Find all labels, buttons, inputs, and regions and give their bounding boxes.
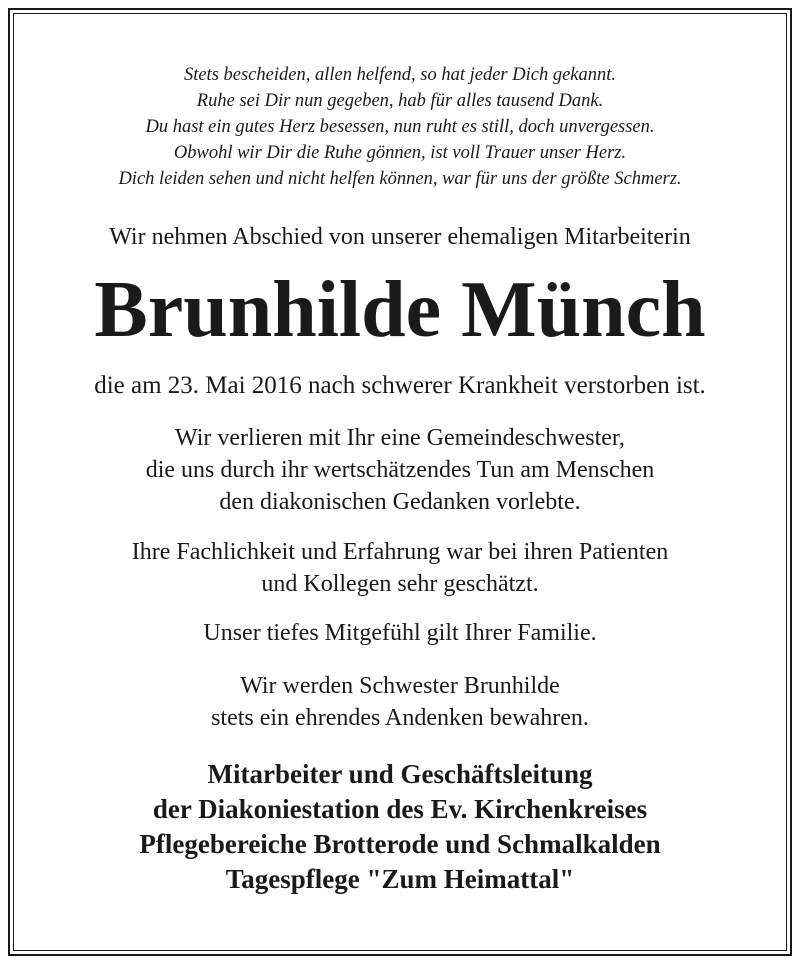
tribute-line: Wir verlieren mit Ihr eine Gemeindeschwester,: [175, 425, 625, 451]
signature-line: Pflegebereiche Brotterode und Schmalkalden: [139, 829, 661, 859]
poem-line: Du hast ein gutes Herz besessen, nun ruht es still, doch unvergessen.: [145, 117, 655, 137]
tribute-line: die uns durch ihr wertschätzendes Tun am Menschen: [145, 457, 655, 483]
remembrance-paragraph: [20, 670, 780, 734]
poem-line: Dich leiden sehen und nicht helfen können, war für uns der größte Schmerz.: [118, 169, 682, 189]
tribute-line: Ihre Fachlichkeit und Erfahrung war bei ihren Patienten: [131, 539, 669, 565]
tribute-line: Wir werden Schwester Brunhilde: [240, 673, 560, 699]
poem-line: Obwohl wir Dir die Ruhe gönnen, ist voll Trauer unser Herz.: [173, 143, 627, 163]
condolence-paragraph: [20, 617, 780, 649]
tribute-line: Unser tiefes Mitgefühl gilt Ihrer Familie.: [203, 620, 597, 646]
tribute-paragraph: [20, 422, 780, 518]
deceased-name: Brunhilde Münch: [94, 266, 706, 354]
obituary-notice: [20, 0, 780, 964]
signature-line: der Diakoniestation des Ev. Kirchenkreises: [152, 794, 648, 824]
tribute-line: den diakonischen Gedanken vorlebte.: [219, 489, 581, 515]
tribute-paragraph: [20, 536, 780, 600]
signature-block: [20, 757, 780, 897]
signature-line: Tagespflege "Zum Heimattal": [225, 864, 575, 894]
tribute-line: und Kollegen sehr geschätzt.: [261, 571, 539, 597]
memorial-poem: [20, 62, 780, 192]
signature-line: Mitarbeiter und Geschäftsleitung: [207, 759, 593, 789]
death-line: die am 23. Mai 2016 nach schwerer Krankheit verstorben ist.: [94, 372, 706, 399]
tribute-line: stets ein ehrendes Andenken bewahren.: [211, 705, 589, 731]
intro-line: Wir nehmen Abschied von unserer ehemaligen Mitarbeiterin: [109, 224, 691, 250]
poem-line: Ruhe sei Dir nun gegeben, hab für alles tausend Dank.: [196, 91, 604, 111]
poem-line: Stets bescheiden, allen helfend, so hat jeder Dich gekannt.: [183, 65, 617, 85]
